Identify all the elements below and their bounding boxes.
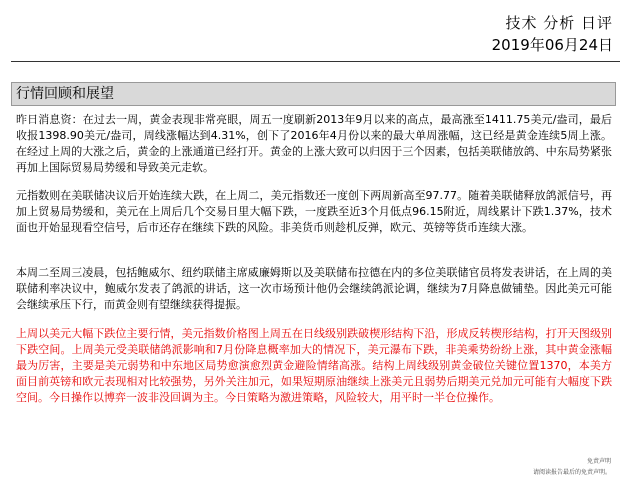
paragraph-fed-speeches: 本周二至周三凌晨，包括鲍威尔、纽约联储主席威廉姆斯以及美联储布拉德在内的多位美联储官员将发表讲话，在上周的美联储利率决议中，鲍威尔发表了鸽派的讲话，这一次市场预计他仍会继续鸽派论调，继续为7月降息做铺垫。因此美元可能会继续承压下行，而黄金则有望继续获得提振。 xyxy=(16,266,612,311)
paragraph-gold-review: 昨日消息资：在过去一周，黄金表现非常亮眼，周五一度刷新2013年9月以来的高点，最高涨至1411.75美元/盎司，最后收报1398.90美元/盎司，周线涨幅达到4.31%，创下了2016年4月份以来的最大单周涨幅，这已经是黄金连续5周上涨。在经过上周的大涨之后，黄金的上涨通道已经打开。黄金的上涨大致可以归因于三个因素，包括美联储放鸽、中东局势紧张再加上国际贸易局势缓和导致美元走软。 xyxy=(16,113,612,174)
paragraph-strategy: 上周以美元大幅下跌位主要行情，美元指数价格图上周五在日线级别跌破楔形结构下沿，形成反转楔形结构，打开天图级别下跌空间。上周美元受美联储鸽派影响和7月份降息概率加大的情况下，美元瀑布下跌，非美乘势纷纷上涨，其中黄金涨幅最为厉害，主要是美元弱势和中东地区局势愈演愈烈黄金避险情绪高涨。结构上周线级别黄金破位关键位置1370，本美方面目前英镑和欧元表现相对比较强势，另外关注加元，如果短期原油继续上涨美元且弱势后期美元兑加元可能有大幅度下跌空间。今日操作以博弈一波非没回调为主。今日策略为激进策略，风险较大，用平时一半仓位操作。 xyxy=(16,327,612,404)
report-type-title: 技术 分析 日评 xyxy=(505,14,613,32)
section-header xyxy=(11,82,616,106)
footer-note: 请阅读报告最后的免责声明。 xyxy=(532,469,611,476)
paragraph-dollar-index: 元指数则在美联储决议后开始连续大跌，在上周二，美元指数还一度创下两周新高至97.77。随着美联储释放鸽派信号，再加上贸易局势缓和，美元在上周后几个交易日里大幅下跌，一度跌至近3个月低点96.15附近，周线累计下跌1.37%，技术面也开始显现看空信号，后市还存在继续下跌的风险。非美货币则趁机反弹，欧元、英镑等货币连续大涨。 xyxy=(16,189,612,234)
section-title: 行情回顾和展望 xyxy=(16,86,114,102)
report-date: 2019年06月24日 xyxy=(491,36,613,54)
footer-disclaimer: 免责声明 xyxy=(586,458,611,465)
header-divider xyxy=(11,61,620,62)
